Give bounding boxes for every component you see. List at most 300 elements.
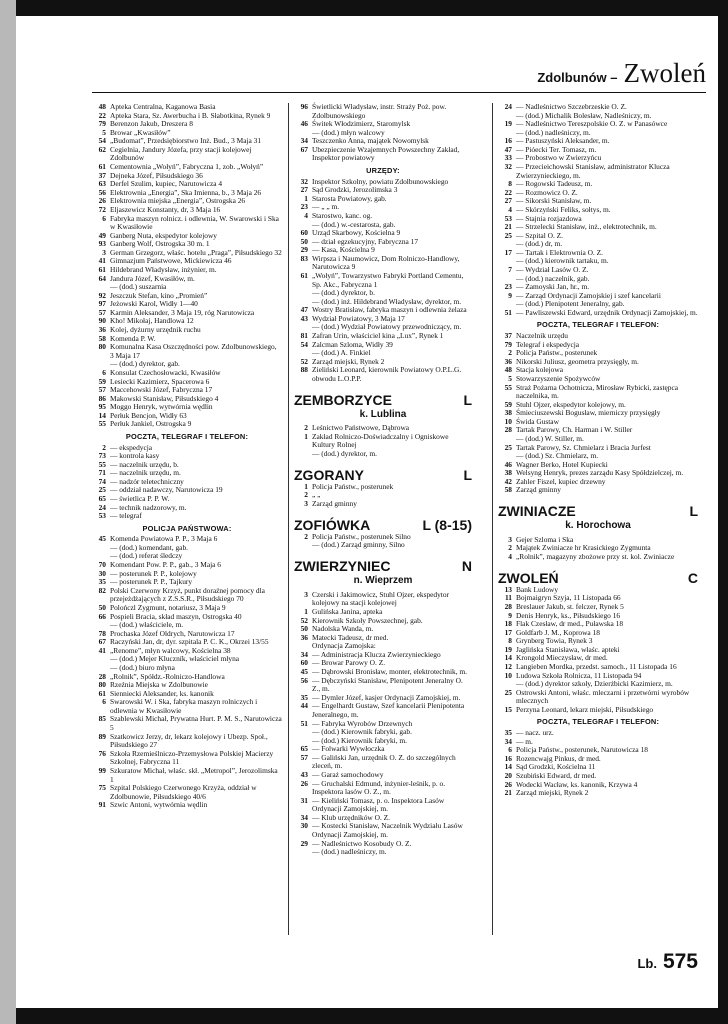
entry-list [498, 536, 698, 562]
directory-entry [92, 587, 282, 604]
subscriber-text: — Pawliszewski Edward, urzędnik Ordynacji Zamojskiej, m. [516, 307, 698, 317]
phone-number: 42 [504, 476, 512, 486]
phone-number: 24 [504, 102, 512, 111]
subscriber-text: Jaglińska Stanisława, właśc. apteki [516, 644, 620, 654]
subscriber-text: — Sikorski Stanisław, m. [516, 196, 592, 206]
subscriber-text: Rzeźnia Miejska w Zdolbunowie [110, 680, 208, 690]
phone-number: 58 [504, 485, 512, 495]
subscriber-text: „Rolnik”, magazyny zbożowe przy st. kol. Zwiniacze [516, 552, 675, 561]
phone-number: 80 [98, 680, 106, 690]
phone-number: 76 [98, 748, 106, 758]
directory-entry [294, 146, 472, 163]
phone-number: 16 [504, 753, 512, 763]
subscriber-text: Sąd Grodzki, Kościelna 11 [516, 762, 596, 772]
directory-entry [92, 215, 282, 232]
phone-number: 8 [508, 636, 512, 646]
phone-number [92, 655, 110, 664]
phone-number: 43 [300, 769, 308, 779]
subscriber-text: Ostrowski Antoni, właśc. mleczarni i przetwórni wyrobów mlecznych [516, 687, 690, 706]
phone-number: 3 [508, 534, 512, 544]
town-heading [294, 392, 472, 408]
phone-number: 50 [300, 236, 308, 246]
phone-number: 34 [300, 812, 308, 822]
phone-number: 9 [508, 610, 512, 620]
phone-number: 36 [504, 356, 512, 366]
town-subheading: k. Lublina [359, 408, 407, 420]
phone-number: 5 [102, 127, 106, 137]
phone-number: 1 [304, 481, 308, 491]
directory-entry [294, 822, 472, 839]
directory-entry [294, 272, 472, 289]
subscriber-text: — Rozmowicz O. Z. [516, 187, 578, 197]
subscriber-text: — (dod.) dr, m. [516, 239, 563, 249]
subscriber-text: Perzyna Leonard, lekarz miejski, Piłsudskiego [516, 704, 654, 714]
subscriber-text: — (dod.) Kierownik fabryki, gab. [312, 727, 412, 737]
subscriber-text: — (dod.) dyrektor, b. [312, 288, 375, 298]
subscriber-text: — (dod.) referat śledczy [110, 551, 183, 561]
phone-number: 58 [98, 333, 106, 343]
phone-number: 80 [98, 342, 106, 352]
subscriber-text: Grynberg Towia, Rynek 3 [516, 636, 593, 646]
subscriber-text: — (dod.) W. Stiller, m. [516, 433, 584, 443]
phone-number: 36 [300, 632, 308, 642]
phone-number [294, 289, 312, 298]
entry-list [294, 103, 472, 163]
subscriber-text: Polończl Zygmunt, notariusz, 3 Maja 9 [110, 602, 226, 612]
subscriber-text: Hildebrand Władysław, inżynier, m. [110, 264, 217, 274]
subscriber-text: Stowarzyszenie Spożywców [516, 373, 601, 383]
phone-number: 38 [504, 408, 512, 418]
phone-number: 52 [300, 356, 308, 366]
phone-number [294, 450, 312, 459]
subscriber-text: Stacja kolejowa [516, 365, 563, 375]
phone-number: 7 [508, 264, 512, 274]
phone-number: 12 [504, 662, 512, 672]
phone-number [498, 257, 516, 266]
subscriber-text: — posterunek P. P., Tajkury [110, 577, 193, 587]
phone-number: 25 [504, 687, 512, 697]
entry-list [498, 103, 698, 317]
subscriber-text: — technik nadzorowy, m. [110, 502, 187, 512]
subscriber-text: — Szpital O. Z. [516, 230, 564, 240]
subscriber-text: „Rolnik”, Spółdz.-Rolniczo-Handlowa [110, 671, 225, 681]
phone-number: 37 [504, 331, 512, 341]
phone-number: 23 [504, 282, 512, 292]
entry-list [294, 483, 472, 509]
subscriber-text: Wydział Powiatowy, 3 Maja 17 [312, 313, 405, 323]
subscriber-text: Tartak Parowy, Ch. Harman i W. Stiller [516, 425, 633, 435]
phone-number: 35 [300, 692, 308, 702]
subscriber-text: Elektrownia miejska „Energia”, Ostrogska 26 [110, 196, 246, 206]
page-footer [637, 950, 698, 974]
subscriber-text: Matecki Tadeusz, dr med. [312, 632, 389, 642]
subscriber-text: — (dod.) inż. Hildebrand Władysław, dyrektor, m. [312, 296, 462, 306]
subscriber-text: Szwic Antoni, wytwórnia wędlin [110, 800, 208, 810]
phone-number [294, 728, 312, 737]
phone-number: 47 [504, 144, 512, 154]
phone-number: 61 [98, 688, 106, 698]
town-heading [498, 503, 698, 519]
subscriber-text: — telegraf [110, 511, 142, 521]
subscriber-text: — Engelhardt Gustaw, Szef kancelarii Plenipotenta Jeneralnego, m. [312, 701, 465, 719]
directory-entry [498, 689, 698, 706]
subscriber-text: — (dod.) naczelnik, gab. [516, 273, 590, 283]
subscriber-text: Perłuk Jankiel, Ostrogska 9 [110, 419, 192, 429]
phone-number: 66 [98, 611, 106, 621]
column-3 [498, 103, 698, 798]
phone-number: 72 [98, 204, 106, 214]
directory-entry [294, 103, 472, 120]
phone-number: 85 [98, 714, 106, 724]
directory-entry [294, 541, 472, 550]
phone-number: 70 [98, 560, 106, 570]
phone-number: 26 [98, 196, 106, 206]
subscriber-text: — (dod.) Wydział Powiatowy przewodniczący, m. [312, 322, 462, 332]
phone-number: 57 [98, 385, 106, 395]
phone-number: 61 [98, 162, 106, 172]
phone-number: 67 [300, 144, 308, 154]
subscriber-text: Komenda Powiatowa P. P., 3 Maja 6 [110, 534, 218, 544]
phone-number: 14 [504, 653, 512, 663]
phone-number: 9 [508, 290, 512, 300]
town-mark: L (8-15) [422, 516, 472, 533]
phone-number: 54 [98, 136, 106, 146]
phone-number: 82 [98, 585, 106, 595]
directory-entry [294, 483, 472, 492]
subscriber-text: Lesiecki Kazimierz, Spacerowa 6 [110, 376, 210, 386]
subscriber-text: Raczyński Jan, dr, dyr. szpitala P. C. K., Okrzei 13/55 [110, 637, 269, 647]
phone-number: 93 [98, 239, 106, 249]
subscriber-text: Wostry Bratisław, fabryka maszyn i odlewnia żelaza [312, 305, 467, 315]
town-name: ZWINIACZE [498, 503, 576, 520]
subscriber-text: Browar „Kwasiłów” [110, 127, 171, 137]
subscriber-text: Gejer Szloma i Ska [516, 534, 574, 544]
subscriber-text: Goldfarb J. M., Koprowa 18 [516, 627, 600, 637]
subscriber-text: Straż Pożarna Ochotnicza, Mirosław Rybicki, zastępca naczelnika, m. [516, 382, 679, 401]
phone-number: 71 [98, 468, 106, 478]
subscriber-text: Szkoła Rzemieślniczo-Przemysłowa Polskiej Macierzy Szkolnej, Fabryczna 11 [110, 748, 274, 767]
phone-number: 29 [300, 838, 308, 848]
directory-entry [92, 784, 282, 801]
subscriber-text: — (dod.) kierownik tartaku, m. [516, 256, 609, 266]
phone-number: 49 [98, 230, 106, 240]
scan-edge-left [0, 0, 16, 1024]
subscriber-text: Starosta Powiatowy, gab. [312, 193, 387, 203]
subscriber-text: — Przecieichowski Stanisław, administrator Klucza Zwierzynieckiego, m. [516, 162, 670, 180]
phone-number: 32 [504, 162, 512, 172]
phone-number [294, 848, 312, 857]
phone-number: 53 [98, 511, 106, 521]
subscriber-text: Szablewski Michał, Prywatna Hurt. P. M. S., Narutowicza 5 [110, 714, 282, 733]
phone-number: 43 [300, 313, 308, 323]
phone-number: 21 [504, 788, 512, 798]
directory-entry [92, 733, 282, 750]
subscriber-text: — m. [516, 736, 533, 746]
subscriber-text: Tartak Parowy, Sz. Chmielarz i Bracia Jurfest [516, 442, 651, 452]
subscriber-text: — (dod.) Zarząd gminny, Silno [312, 540, 405, 550]
phone-number: 60 [300, 228, 308, 238]
subscriber-text: Kolej, dyżurny urzędnik ruchu [110, 325, 201, 335]
entry-list [498, 586, 698, 715]
directory-entry [498, 309, 698, 318]
phone-number: 34 [300, 136, 308, 146]
phone-number: 4 [508, 552, 512, 561]
phone-number: 1 [304, 431, 308, 441]
phone-number: 4 [304, 210, 308, 220]
subscriber-text: — (dod.) suszarnia [110, 282, 167, 292]
phone-number: 51 [300, 718, 308, 728]
subscriber-text: Karmin Aleksander, 3 Maja 19, róg Narutowicza [110, 307, 255, 317]
subscriber-text: Policja Państw., posterunek [516, 348, 598, 358]
phone-number: 50 [98, 602, 106, 612]
subscriber-text: — Folwarki Wywłoczka [312, 744, 385, 754]
subscriber-text: — (dod.) Sz. Chmielarz, m. [516, 451, 599, 461]
header-range-start: Zdolbunów – [537, 70, 618, 85]
section-heading: POLICJA PAŃSTWOWA: [142, 523, 232, 533]
subscriber-text: — nacz. urz. [516, 728, 554, 738]
subscriber-text: Telegraf i ekspedycja [516, 339, 580, 349]
subscriber-text: — Wydział Lasów O. Z. [516, 264, 589, 274]
subscriber-text: Zakład Rolniczo-Doświadczalny i Ogniskowe Kultury Rolnej [312, 431, 449, 450]
directory-entry [92, 146, 282, 163]
directory-entry [498, 706, 698, 715]
phone-number: 45 [300, 667, 308, 677]
subscriber-text: — (dod.) Mejer Kluczník, właściciel młyna [110, 654, 240, 664]
phone-number: 16 [504, 136, 512, 146]
phone-number: 13 [504, 584, 512, 594]
phone-number: 2 [508, 348, 512, 358]
section-heading: URZĘDY: [366, 166, 400, 176]
phone-number: 2 [508, 543, 512, 553]
subscriber-text: Makowski Stanisław, Piłsudskiego 4 [110, 393, 219, 403]
town-subheading: k. Horochowa [565, 520, 631, 532]
subscriber-text: Szpital Polskiego Czerwonego Krzyża, oddział w Zdolbunowie, Piłsudskiego 40/6 [110, 783, 257, 801]
phone-number: 37 [98, 170, 106, 180]
subscriber-text: Moggo Henryk, wytwórnia wędlin [110, 402, 213, 412]
subscriber-text: — Rogowski Tadeusz, m. [516, 179, 593, 189]
town-name: ZWIERZYNIEC [294, 558, 391, 574]
subscriber-text: — Strzelecki Stanisław, inż., elektrotechnik, m. [516, 222, 657, 232]
subscriber-text: Ubezpieczenie Wzajemnych Powszechny Zakład, Inspektor powiatowy [312, 144, 460, 163]
phone-number: 57 [98, 307, 106, 317]
subscriber-text: — Nadleśnictwo Kosobudy O. Z. [312, 838, 412, 848]
phone-number: 41 [98, 645, 106, 655]
subscriber-text: Świetlicki Władysław, instr. Straży Poż. pow. Zdolbunowskiego [312, 102, 447, 120]
column-2 [294, 103, 472, 857]
page-number: 575 [662, 950, 698, 973]
directory-entry [294, 366, 472, 383]
subscriber-text: Jeszczuk Stefan, kino „Promień” [110, 290, 208, 300]
phone-number: 28 [98, 671, 106, 681]
town-mark: L [463, 466, 472, 483]
phone-number: 46 [504, 459, 512, 469]
scan-border-right [718, 0, 728, 1024]
subscriber-text: Nadolska Wanda, m. [312, 624, 374, 634]
directory-entry [498, 384, 698, 401]
phone-number [294, 541, 312, 550]
phone-number: 65 [98, 494, 106, 504]
page-header [537, 58, 706, 89]
phone-number: 91 [98, 800, 106, 810]
directory-entry [92, 801, 282, 810]
phone-number: 56 [98, 187, 106, 197]
phone-number: 25 [98, 485, 106, 495]
subscriber-text: — Nadleśnictwo Szczebrzeskie O. Z. [516, 102, 627, 111]
phone-number: 26 [504, 779, 512, 789]
town-mark: N [461, 558, 472, 574]
town-mark: C [687, 569, 698, 586]
subscriber-text: Gimnazjum Państwowe, Mickiewicza 46 [110, 256, 232, 266]
phone-number: 51 [504, 307, 512, 317]
phone-number: 55 [98, 459, 106, 469]
subscriber-text: German Grzegorz, właśc. hotelu „Praga”, Piłsudskiego 32 [110, 247, 282, 257]
phone-number: 47 [300, 305, 308, 315]
subscriber-text: Wodecki Wacław, ks. kanonik, Krzywa 4 [516, 779, 638, 789]
section-heading: POCZTA, TELEGRAF I TELEFON: [536, 717, 660, 727]
entry-list [294, 591, 472, 857]
subscriber-text: — Garaż samochodowy [312, 769, 384, 779]
directory-entry [92, 715, 282, 732]
phone-number: 1 [304, 606, 308, 616]
directory-entry [294, 450, 472, 459]
phone-number: 23 [300, 202, 308, 212]
phone-number: 52 [300, 615, 308, 625]
phone-number: 34 [300, 649, 308, 659]
subscriber-text: Berenzon Jakub, Dreszera 8 [110, 119, 193, 129]
subscriber-text: — ekspedycja [110, 442, 153, 452]
subscriber-text: Policja Państw., posterunek Silno [312, 531, 411, 541]
town-heading [498, 570, 698, 586]
subscriber-text: Gulińska Janina, apteka [312, 606, 383, 616]
phone-number: 21 [504, 222, 512, 232]
phone-number: 19 [504, 644, 512, 654]
phone-number: 3 [102, 247, 106, 257]
subscriber-text: — Kieliński Tomasz, p. o. Inspektora Lasów Ordynacji Zamojskiej, m. [312, 795, 445, 814]
directory-entry [498, 486, 698, 495]
phone-number: 89 [98, 731, 106, 741]
phone-number: 60 [300, 658, 308, 668]
subscriber-text: Prochaska Józef Oldrych, Narutowicza 17 [110, 628, 235, 638]
directory-entry [294, 591, 472, 608]
phone-number: 81 [300, 331, 308, 341]
subscriber-text: Urząd Skarbowy, Kościelna 9 [312, 228, 401, 238]
phone-number: 3 [304, 589, 308, 599]
phone-number: 90 [98, 316, 106, 326]
subscriber-text: Swarowski W. i Ska, fabryka maszyn rolniczych i odlewnia w Kwasiłowie [110, 697, 258, 715]
phone-number: 26 [300, 778, 308, 788]
phone-number: 30 [98, 568, 106, 578]
subscriber-text: Inspektor Szkolny, powiatu Zdolbunowskiego [312, 176, 449, 186]
subscriber-text: Zarząd gminny [516, 485, 561, 495]
subscriber-text: — Dymler Józef, kasjer Ordynacji Zamojskiej, m. [312, 692, 461, 702]
subscriber-text: Ludowa Szkoła Rolnicza, 11 Listopada 94 [516, 670, 642, 680]
subscriber-text: Komenda P. W. [110, 333, 156, 343]
directory-entry [294, 433, 472, 450]
phone-number: 28 [504, 601, 512, 611]
subscriber-text: Śmieciuszewski Bogusław, mierniczy przysięgły [516, 408, 661, 418]
subscriber-text: — Fabryka Wyrobów Drzewnych [312, 718, 413, 728]
subscriber-text: — (dod.) A. Finkiel [312, 348, 371, 358]
directory-entry [92, 343, 282, 360]
phone-number: 79 [98, 119, 106, 129]
phone-number: 55 [504, 382, 512, 392]
subscriber-text: — (dod.) nadleśniczy, m. [516, 127, 591, 137]
subscriber-text: — Gruchalski Edmund, inżynier-leśnik, p. o. Inspektora lasów O. Z., m. [312, 778, 446, 797]
subscriber-text: Sienniecki Aleksander, ks. kanonik [110, 688, 214, 698]
phone-number: 59 [98, 376, 106, 386]
subscriber-text: Starostwo, kanc. og. [312, 210, 373, 220]
section-heading: POCZTA, TELEGRAF I TELEFON: [536, 320, 660, 330]
town-name: ZWOLEŃ [498, 569, 559, 586]
subscriber-text: — Probostwo w Zwierzyńcu [516, 153, 602, 163]
phone-number: 2 [102, 442, 106, 452]
phone-number: 24 [98, 502, 106, 512]
subscriber-text: Breslauer Jakub, st. felczer, Rynek 5 [516, 601, 624, 611]
phone-number: 22 [504, 187, 512, 197]
subscriber-text: Jandura Józef, Kwasiłów, m. [110, 273, 195, 283]
phone-number: 18 [504, 619, 512, 629]
phone-number: 35 [504, 728, 512, 738]
phone-number: 25 [504, 442, 512, 452]
subscriber-text: — oddział nadawczy, Narutowicza 19 [110, 485, 223, 495]
subscriber-text: — Pastuszyński Aleksander, m. [516, 136, 610, 146]
entry-list [92, 535, 282, 810]
town-heading [294, 517, 472, 533]
subscriber-text: Jeżowski Karol, Widły 1—40 [110, 299, 198, 309]
town-heading [294, 558, 472, 574]
subscriber-text: — Nadleśnictwo Tereszpolskie O. Z. w Panasówce [516, 119, 668, 129]
subscriber-text: Apteka Centralna, Kaganowa Basia [110, 102, 216, 111]
phone-number: 17 [504, 627, 512, 637]
subscriber-text: Eljaszewicz Konstanty, dr, 3 Maja 16 [110, 204, 221, 214]
subscriber-text: Zarząd miejski, Rynek 2 [312, 356, 385, 366]
phone-number: 92 [98, 290, 106, 300]
directory-entry [92, 420, 282, 429]
phone-number: 65 [300, 744, 308, 754]
phone-number: 32 [300, 176, 308, 186]
subscriber-text: Cementownia „Wołyń”, Fabryczna 1, zob. „Wołyń” [110, 162, 264, 172]
subscriber-text: — (dod.) Plenipotent Jeneralny, gab. [516, 299, 625, 309]
subscriber-text: — (dod.) dyrektor, m. [312, 449, 377, 459]
phone-number: 14 [504, 762, 512, 772]
subscriber-text: Szatkowicz Jerzy, dr, lekarz kolejowy i Ubezp. Społ., Piłsudskiego 27 [110, 731, 268, 750]
subscriber-text: — Browar Parowy O. Z. [312, 658, 386, 668]
subscriber-text: „Budomat”, Przedsiębiorstwo Inż. Bud., 3 Maja 31 [110, 136, 262, 146]
subscriber-text: Ordynacja Zamojska: [312, 641, 376, 651]
subscriber-text: — Galiński Jan, urzędnik O. Z. do szczególnych zleceń, m. [312, 752, 456, 771]
subscriber-text: — Dębczyński Stanisław, Plenipotent Jeneralny O. Z., m. [312, 675, 463, 694]
subscriber-text: Pospieli Bracia, skład maszyn, Ostrogska 40 [110, 611, 242, 621]
subscriber-text: — (dod.) biuro młyna [110, 663, 175, 672]
subscriber-text: — Kostecki Stanisław, Naczelnik Wydziału Lasów Ordynacji Zamojskiej, m. [312, 821, 463, 840]
phone-number: 8 [508, 179, 512, 189]
phone-number: 75 [98, 783, 106, 793]
phone-number: 11 [505, 593, 512, 603]
phone-number: 36 [98, 325, 106, 335]
subscriber-text: Dejneka Józef, Piłsudskiego 36 [110, 170, 203, 180]
phone-number: 6 [102, 367, 106, 377]
subscriber-text: Cegielnia, Jandury Józefa, przy stacji kolejowej Zdolbunów [110, 144, 252, 163]
subscriber-text: Policja Państw., posterunek, Narutowicza 18 [516, 745, 648, 755]
phone-number: 62 [98, 144, 106, 154]
directory-entry [294, 702, 472, 719]
town-subheading: n. Wieprzem [353, 575, 413, 587]
phone-number: 2 [304, 531, 308, 541]
phone-number: 61 [98, 264, 106, 274]
directory-entry [294, 754, 472, 771]
subscriber-text: Sąd Grodzki, Jerozolimska 3 [312, 185, 398, 195]
subscriber-text: Komendant Pow. P. P., gab., 3 Maja 6 [110, 560, 221, 570]
